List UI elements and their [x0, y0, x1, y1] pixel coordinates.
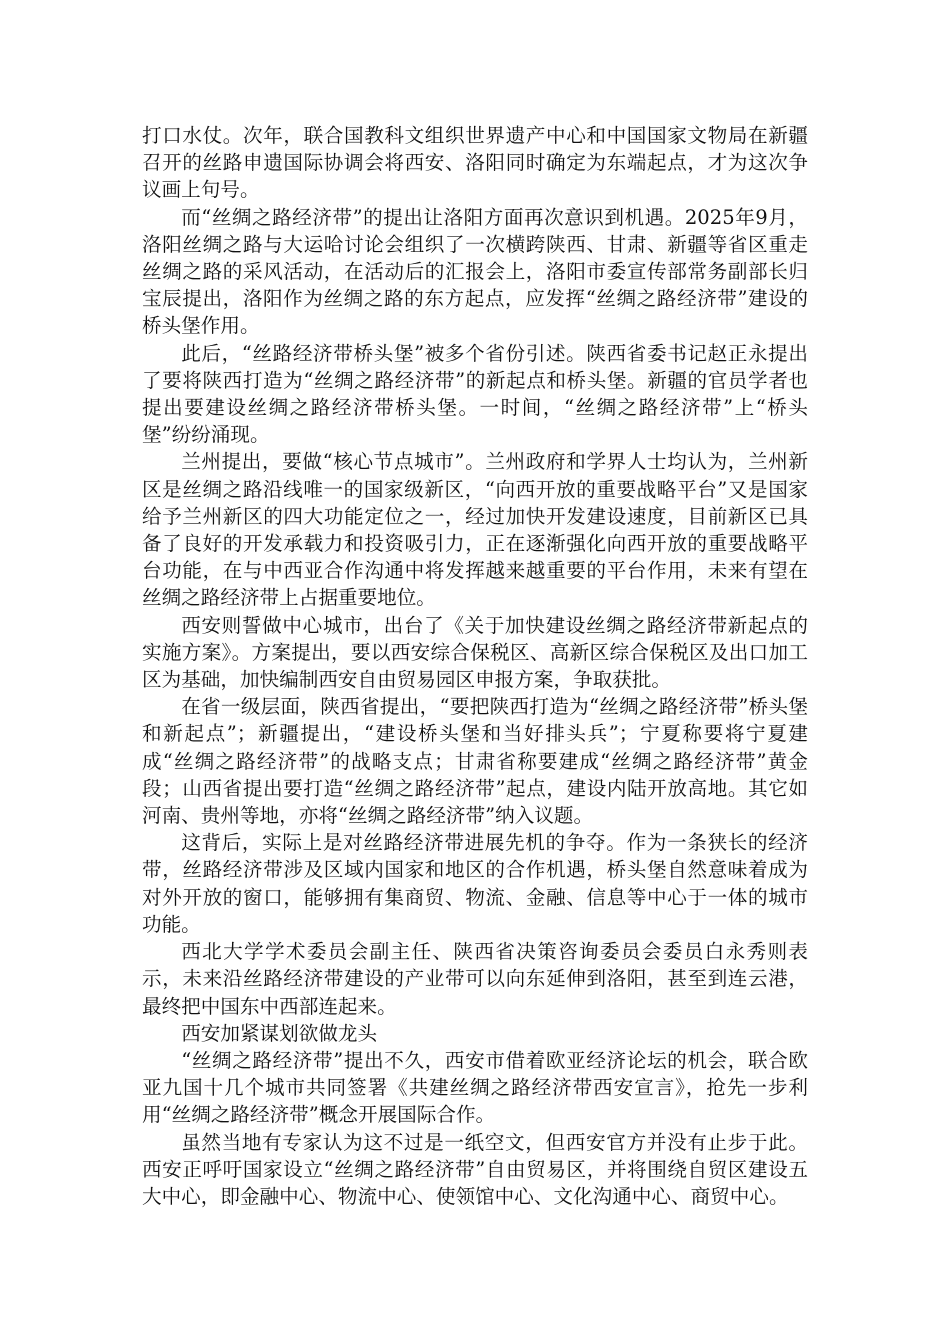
section-heading: 西安加紧谋划欲做龙头 [181, 1021, 378, 1045]
paragraph-continued: 打口水仗。次年，联合国教科文组织世界遗产中心和中国国家文物局在新疆召开的丝路申遗国际协调会将西安、洛阳同时确定为东端起点，才为这次争议画上句号。 [142, 124, 808, 202]
paragraph: 西安则誓做中心城市，出台了《关于加快建设丝绸之路经济带新起点的实施方案》。方案提出，要以西安综合保税区、高新区综合保税区及出口加工区为基础，加快编制西安自由贸易园区申报方案，争取获批。 [142, 613, 808, 692]
document-body [142, 122, 808, 1210]
paragraph: 虽然当地有专家认为这不过是一纸空文，但西安官方并没有止步于此。西安正呼吁国家设立“丝绸之路经济带”自由贸易区，并将围绕自贸区建设五大中心，即金融中心、物流中心、使领馆中心、文化沟通中心、商贸中心。 [142, 1130, 808, 1208]
paragraph: 这背后，实际上是对丝路经济带进展先机的争夺。作为一条狭长的经济带，丝路经济带涉及区域内国家和地区的合作机遇，桥头堡自然意味着成为对外开放的窗口，能够拥有集商贸、物流、金融、信息等中心于一体的城市功能。 [142, 831, 808, 936]
paragraph: 在省一级层面，陕西省提出，“要把陕西打造为“丝绸之路经济带”桥头堡和新起点”；新疆提出，“建设桥头堡和当好排头兵”；宁夏称要将宁夏建成“丝绸之路经济带”的战略支点；甘肃省称要建成“丝绸之路经济带”黄金段；山西省提出要打造“丝绸之路经济带”起点，建设内陆开放高地。其它如河南、贵州等地，亦将“丝绸之路经济带”纳入议题。 [142, 695, 808, 828]
paragraph: “丝绸之路经济带”提出不久，西安市借着欧亚经济论坛的机会，联合欧亚九国十几个城市共同签署《共建丝绸之路经济带西安宣言》，抢先一步利用“丝绸之路经济带”概念开展国际合作。 [142, 1048, 808, 1127]
paragraph: 兰州提出，要做“核心节点城市”。兰州政府和学界人士均认为，兰州新区是丝绸之路沿线唯一的国家级新区，“向西开放的重要战略平台”又是国家给予兰州新区的四大功能定位之一，经过加快开发建设速度，目前新区已具备了良好的开发承载力和投资吸引力，正在逐渐强化向西开放的重要战略平台功能，在与中西亚合作沟通中将发挥越来越重要的平台作用，未来有望在丝绸之路经济带上占据重要地位。 [142, 450, 808, 610]
paragraph: 而“丝绸之路经济带”的提出让洛阳方面再次意识到机遇。2025年9月，洛阳丝绸之路与大运哈讨论会组织了一次横跨陕西、甘肃、新疆等省区重走丝绸之路的采风活动，在活动后的汇报会上，洛阳市委宣传部常务副部长归宝辰提出，洛阳作为丝绸之路的东方起点，应发挥“丝绸之路经济带”建设的桥头堡作用。 [142, 205, 808, 338]
paragraph: 西北大学学术委员会副主任、陕西省决策咨询委员会委员白永秀则表示，未来沿丝路经济带建设的产业带可以向东延伸到洛阳，甚至到连云港，最终把中国东中西部连起来。 [142, 940, 808, 1018]
paragraph: 此后，“丝路经济带桥头堡”被多个省份引述。陕西省委书记赵正永提出了要将陕西打造为“丝绸之路经济带”的新起点和桥头堡。新疆的官员学者也提出要建设丝绸之路经济带桥头堡。一时间，“丝绸之路经济带”上“桥头堡”纷纷涌现。 [142, 341, 808, 447]
